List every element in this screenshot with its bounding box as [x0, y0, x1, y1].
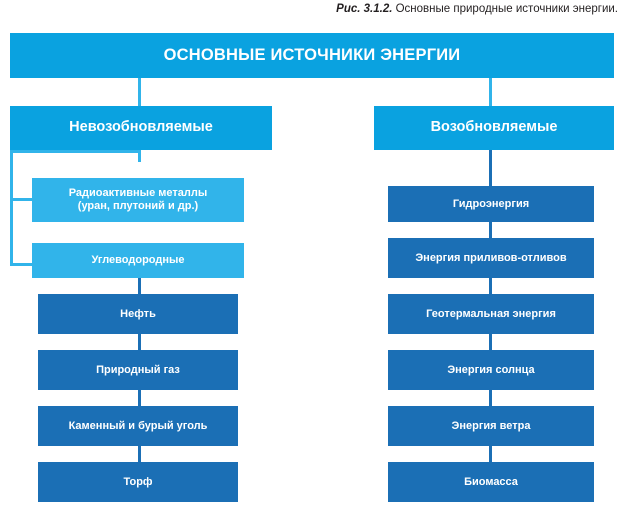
connector-left-chain-1: [138, 278, 141, 294]
connector-right-chain-3: [489, 334, 492, 350]
node-right-item-4: Энергия ветра: [388, 406, 594, 446]
node-left-item-1: Природный газ: [38, 350, 238, 390]
node-right-item-3: Энергия солнца: [388, 350, 594, 390]
connector-left-chain-4: [138, 446, 141, 462]
connector-root-to-right: [489, 78, 492, 106]
node-right-item-1: Энергия приливов-отливов: [388, 238, 594, 278]
node-left-group-radioactive: [32, 178, 244, 222]
connector-left-spine: [10, 150, 13, 266]
connector-left-to-group2: [10, 263, 32, 266]
connector-right-chain-4: [489, 390, 492, 406]
connector-right-chain-1: [489, 222, 492, 238]
connector-left-chain-3: [138, 390, 141, 406]
node-left-item-2: Каменный и бурый уголь: [38, 406, 238, 446]
figure-caption-number: Рис. 3.1.2.: [336, 3, 393, 15]
connector-left-chain-2: [138, 334, 141, 350]
node-left-item-3: Торф: [38, 462, 238, 502]
node-root: ОСНОВНЫЕ ИСТОЧНИКИ ЭНЕРГИИ: [10, 33, 614, 78]
connector-left-to-group1: [10, 198, 32, 201]
connector-right-chain-2: [489, 278, 492, 294]
node-right-branch-title: Возобновляемые: [374, 106, 614, 150]
node-right-item-2: Геотермальная энергия: [388, 294, 594, 334]
connector-right-chain-0: [489, 150, 492, 186]
node-left-item-0: Нефть: [38, 294, 238, 334]
node-left-group-radioactive-line2: (уран, плутоний и др.): [77, 200, 199, 212]
figure-caption: [336, 3, 618, 15]
node-right-item-0: Гидроэнергия: [388, 186, 594, 222]
node-left-group-radioactive-line1: Радиоактивные металлы: [68, 187, 208, 200]
node-left-group-hydrocarbon: Углеводородные: [32, 243, 244, 278]
connector-root-to-left: [138, 78, 141, 106]
connector-right-chain-5: [489, 446, 492, 462]
figure-caption-text: Основные природные источники энергии.: [392, 3, 618, 15]
node-left-branch-title: Невозобновляемые: [10, 106, 272, 150]
node-right-item-5: Биомасса: [388, 462, 594, 502]
connector-left-title-bar: [10, 150, 141, 153]
